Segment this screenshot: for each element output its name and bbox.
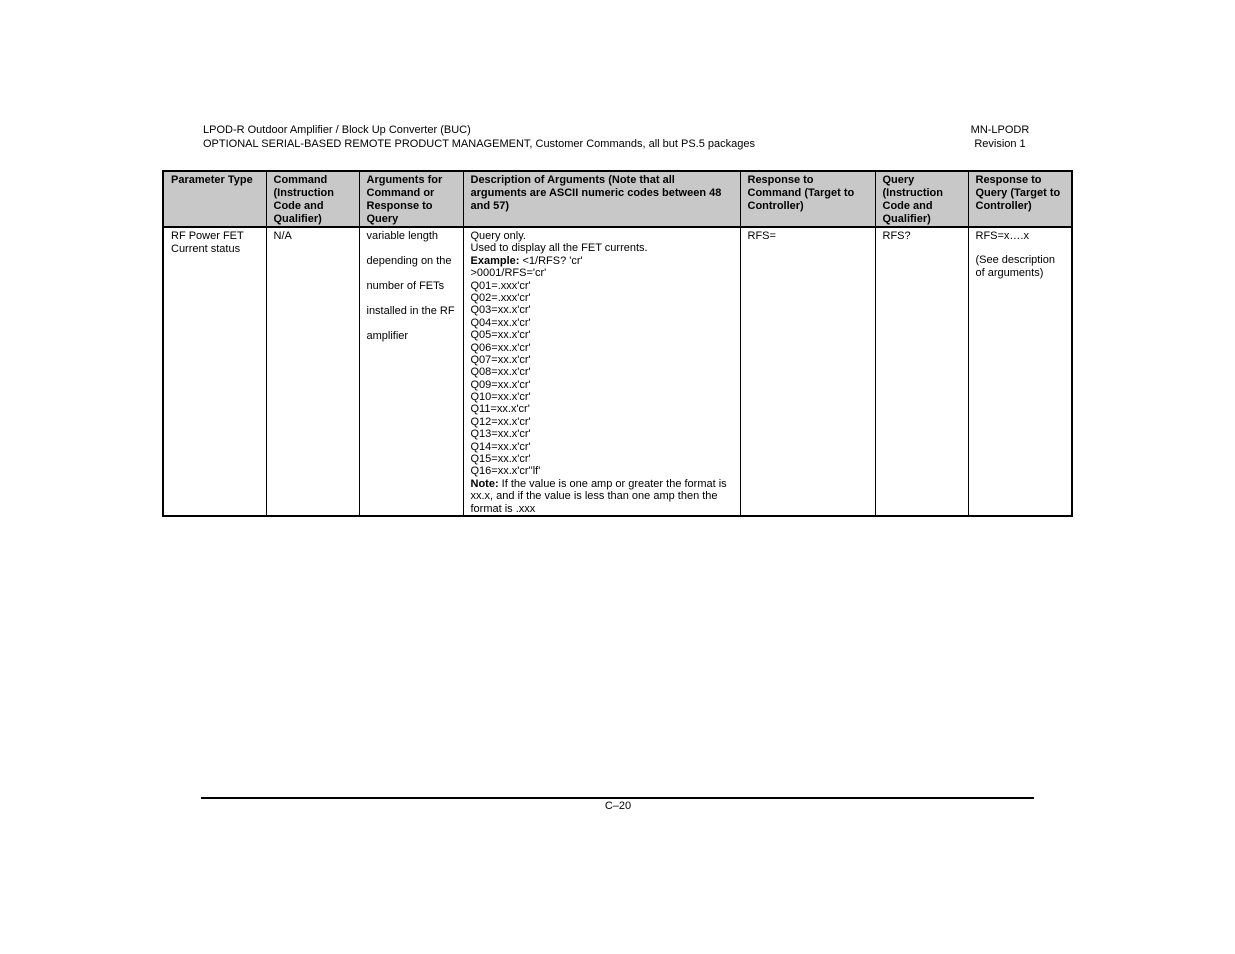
desc-line: Q05=xx.x'cr' [470,329,531,342]
table-header-row [163,171,1072,227]
cell-command: N/A [266,227,359,516]
desc-line: Q04=xx.x'cr' [470,316,531,329]
desc-line: Q10=xx.x'cr' [470,391,531,404]
document-id: MN-LPODR [970,124,1030,136]
desc-line: Query only. [470,230,526,242]
desc-note-line [471,478,733,490]
note-label: Note: [470,477,499,490]
example-label: Example: [470,254,520,267]
header-query: Query (Instruction Code and Qualifier) [875,171,968,227]
cell-description [463,227,740,516]
header-arguments: Arguments for Command or Response to Query [359,171,463,227]
example-text: <1/RFS? 'cr' [519,254,583,267]
note-text: If the value is one amp or greater the format is [498,477,727,490]
footer-rule [201,797,1034,799]
response-to-query-note: (See description of arguments) [975,254,1055,279]
header-command: Command (Instruction Code and Qualifier) [266,171,359,227]
desc-line: format is .xxx [470,502,536,515]
header-parameter-type: Parameter Type [163,171,266,227]
desc-line: >0001/RFS='cr' [470,267,547,280]
revision-label: Revision 1 [974,138,1026,150]
page-number: C–20 [604,800,632,812]
header-response-to-query: Response to Query (Target to Controller) [968,171,1072,227]
header-response-to-command: Response to Command (Target to Controller) [740,171,875,227]
desc-line: Q11=xx.x'cr' [470,403,530,416]
desc-line: Q01=.xxx'cr' [470,279,531,292]
document-header [203,123,755,151]
response-to-query-value: RFS=x….x [975,230,1029,242]
desc-line: Q12=xx.x'cr' [470,415,531,428]
desc-line: Q09=xx.x'cr' [470,378,531,391]
cell-arguments [359,227,463,516]
desc-line: Q08=xx.x'cr' [470,366,531,379]
desc-line: Q16=xx.x'cr''lf' [470,465,541,478]
argument-line: variable length [366,230,439,242]
argument-line: installed in the RF [366,305,455,317]
argument-line: amplifier [366,330,409,342]
argument-line: depending on the [366,255,452,267]
cell-response-to-command: RFS= [740,227,875,516]
cell-query: RFS? [875,227,968,516]
document-id-block [960,123,1040,151]
argument-line: number of FETs [366,280,445,292]
desc-line: Q15=xx.x'cr' [470,453,531,466]
cell-parameter-type: RF Power FET Current status [163,227,266,516]
desc-line: Q13=xx.x'cr' [470,428,531,441]
desc-line: xx.x, and if the value is less than one amp then the [470,490,718,503]
desc-line: Q02=.xxx'cr' [470,291,531,304]
desc-line: Used to display all the FET currents. [470,242,648,255]
desc-line: Q14=xx.x'cr' [470,440,531,453]
desc-example-line [471,255,733,267]
desc-line: Q03=xx.x'cr' [470,304,531,317]
header-title: LPOD-R Outdoor Amplifier / Block Up Converter (BUC) [203,124,471,136]
desc-line: Q07=xx.x'cr' [470,353,531,366]
header-description: Description of Arguments (Note that all arguments are ASCII numeric codes between 48 and 57) [463,171,740,227]
command-table [162,170,1073,517]
table-row [163,227,1072,516]
cell-response-to-query [968,227,1072,516]
header-subtitle: OPTIONAL SERIAL-BASED REMOTE PRODUCT MANAGEMENT, Customer Commands, all but PS.5 packages [203,138,755,150]
desc-line: Q06=xx.x'cr' [470,341,531,354]
